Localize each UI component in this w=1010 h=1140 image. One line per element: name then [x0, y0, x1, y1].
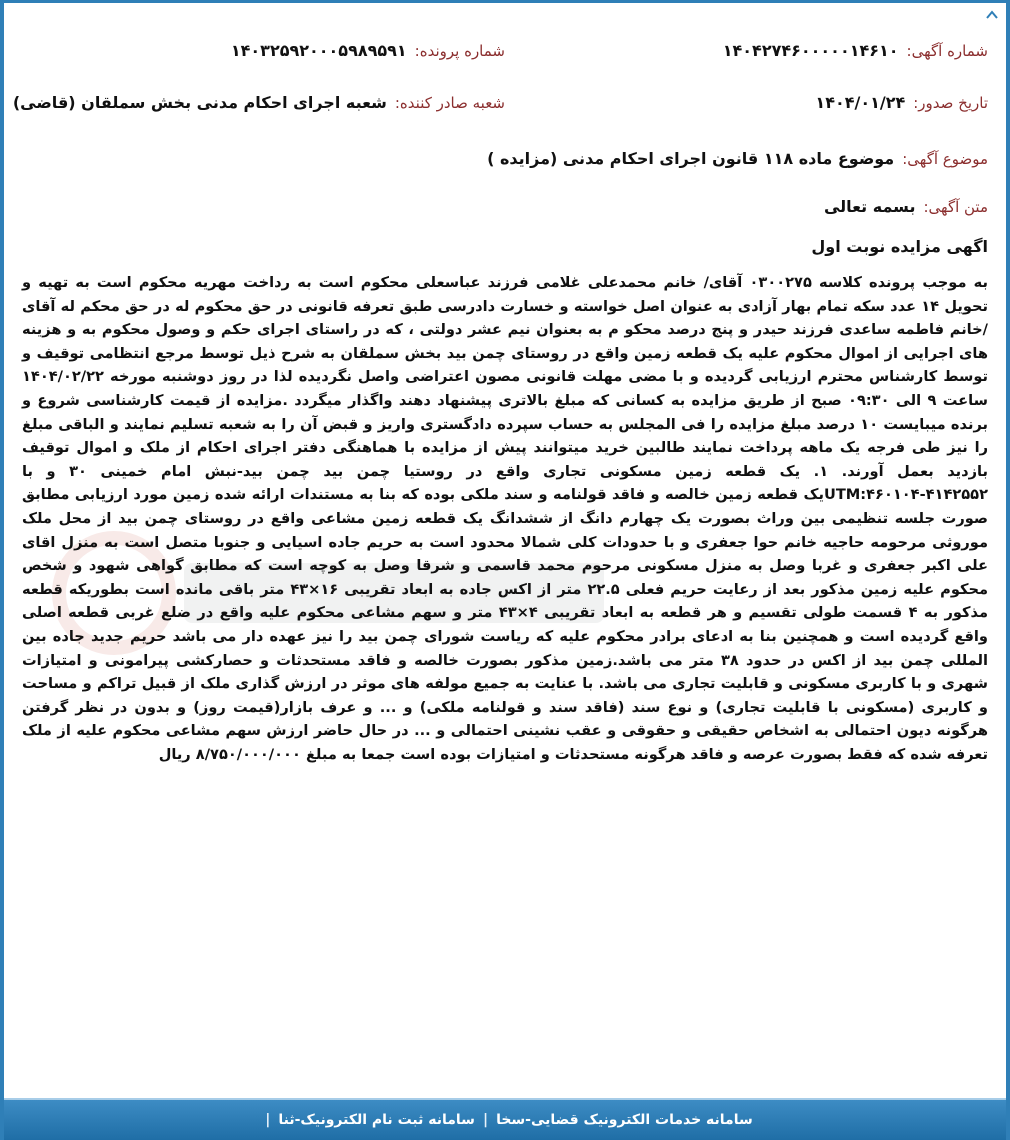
case-number — [22, 41, 505, 60]
notice-text-label: متن آگهی: — [923, 198, 988, 216]
issuing-branch-label: شعبه صادر کننده: — [394, 94, 505, 112]
notice-title: اگهی مزایده نوبت اول — [811, 237, 988, 256]
ad-number-value: ۱۴۰۴۲۷۴۶۰۰۰۰۰۱۴۶۱۰ — [722, 41, 899, 60]
footer-trailing-separator: | — [265, 1112, 271, 1128]
issuing-branch — [12, 93, 505, 112]
issue-date-label: تاریخ صدور: — [913, 94, 988, 112]
row-numbers — [22, 41, 988, 67]
row-text — [22, 197, 988, 223]
case-number-label: شماره پرونده: — [414, 42, 505, 60]
footer-link-sakha[interactable]: سامانه خدمات الکترونیک قضایی-سخا — [496, 1112, 753, 1128]
chevron-up-icon[interactable] — [984, 7, 1000, 23]
issue-date-value: ۱۴۰۴/۰۱/۲۴ — [815, 93, 906, 112]
issuing-branch-value: شعبه اجرای احکام مدنی بخش سملقان (قاضی) — [12, 93, 387, 112]
row-subject — [22, 149, 988, 175]
row-date-branch — [12, 93, 988, 119]
case-number-value: ۱۴۰۳۲۵۹۲۰۰۰۵۹۸۹۵۹۱ — [230, 41, 407, 60]
footer-bar — [4, 1098, 1006, 1140]
subject-value: موضوع ماده ۱۱۸ قانون اجرای احکام مدنی (مزایده ) — [487, 149, 895, 168]
footer-link-sana[interactable]: سامانه ثبت نام الکترونیک-ثنا — [278, 1112, 475, 1128]
notice-body: به موجب پرونده کلاسه ۰۳۰۰۲۷۵ آقای/ خانم محمدعلی غلامی فرزند عباسعلی محکوم است به رداخت مهریه محکوم است به تهیه و تحویل ۱۴ عدد سکه تمام بهار آزادی به عنوان اصل خواسته و خسارت دادرسی طبق تعرفه قانونی در حق محکوم له در حق محکم له آقای /خانم فاطمه ساعدی فرزند حیدر و پنج درصد محکو م به بعنوان نیم عشر دولتی ، که در راستای اجرای حکم و وصول محکوم به و هزینه های اجرایی از اموال محکوم علیه یک قطعه زمین واقع در روستای چمن بید بخش سملقان به شرح ذیل توسط مرجع انتظامی توقیف و توسط کارشناس محترم ارزیابی گردیده و با مضی مهلت قانونی مصون اعتراضی واصل نگردیده لذا در روز دوشنبه مورخه ۱۴۰۴/۰۲/۲۲ ساعت ۹ الی ۰۹:۳۰ صبح از طریق مزایده به کسانی که مبلغ بالاتری پیشنهاد دهند واگذار میگردد .مزایده از قیمت کارشناسی شروع و برنده میبایست ۱۰ درصد مبلغ مزایده را فی المجلس به حساب سپرده دادگستری واریز و قبض آن را به شعبه تسلیم نمایند و الباقی مبلغ را نیز طی فرجه یک ماهه پرداخت نمایند طالبین خرید میتوانند پیش از مزایده با هماهنگی دفتر اجرای احکام از ملک و اموال توقیف بازدید بعمل آورند. ۱. یک قطعه زمین مسکونی تجاری واقع در روستیا چمن بید چمن بید-نبش امام خمینی ۳۰ و با UTM:۴۶۰۱۰۴-۴۱۴۲۵۵۲یک قطعه زمین خالصه و فاقد قولنامه و سند ملکی بوده که بنا به مستندات ارائه شده زمین مورد ارزیابی مطابق صورت جلسه تنظیمی بین وراث بصورت یک چهارم دانگ از ششدانگ یک قطعه زمین مشاعی واقع در روستای چمن بید از محل ملک موروثی مرحومه حاجیه خانم حوا جعفری و با حدودات کلی شمالا محدود است به حریم جاده اسیایی و جنوبا متصل است به منزل اقای علی اکبر جعفری و غربا وصل به منزل مسکونی مرحوم محمد قاسمی و شرقا وصل به کوچه است که مطابق گواهی شهود و شخص محکوم علیه زمین مذکور بعد از رعایت حریم فعلی ۲۲.۵ متر از اکس جاده به ابعاد تقریبی ۱۶×۴۳ متر باقی مانده است بطوریکه قطعه مذکور به ۴ قسمت طولی تقسیم و هر قطعه به ابعاد تقریبی ۴×۴۳ متر و سهم مشاعی محکوم علیه واقع در ضلع غربی قطعه اصلی واقع گردیده است و همچنین بنا به ادعای برادر محکوم علیه که ریاست شورای چمن بید را نیز عهده دار می باشد حریم جدید جاده بین المللی چمن بید از اکس در حدود ۳۸ متر می باشد.زمین مذکور بصورت خالصه و فاقد مستحدثات و حصارکشی پیرامونی و امتیازات شهری و با کاربری مسکونی و قابلیت تجاری می باشد. با عنایت به جمیع مولفه های موثر در ارزش گذاری ملک از قبیل تراکم و مساحت و کاربری (مسکونی با قابلیت تجاری) و نوع سند (فاقد سند و قولنامه ملکی) و ... و عرف بازار(قیمت روز) و بدون در نظر گرفتن هرگونه دیون احتمالی به اشخاص حقیقی و حقوقی و عقب نشینی احتمالی و ... در حال حاضر ارزش سهم مشاعی محکوم علیه از ملک تعرفه شده که فقط بصورت عرصه و فاقد هرگونه مستحدثات و امتیازات بوده است جمعا به مبلغ ۸/۷۵۰/۰۰۰/۰۰۰ ریال — [22, 274, 989, 763]
notice-content — [12, 41, 989, 766]
footer-separator: | — [482, 1112, 489, 1128]
ad-number — [505, 41, 988, 60]
subject-label: موضوع آگهی: — [902, 150, 988, 168]
issue-date — [505, 93, 988, 112]
notice-text-value: بسمه تعالی — [823, 197, 916, 216]
ad-number-label: شماره آگهی: — [906, 42, 988, 60]
